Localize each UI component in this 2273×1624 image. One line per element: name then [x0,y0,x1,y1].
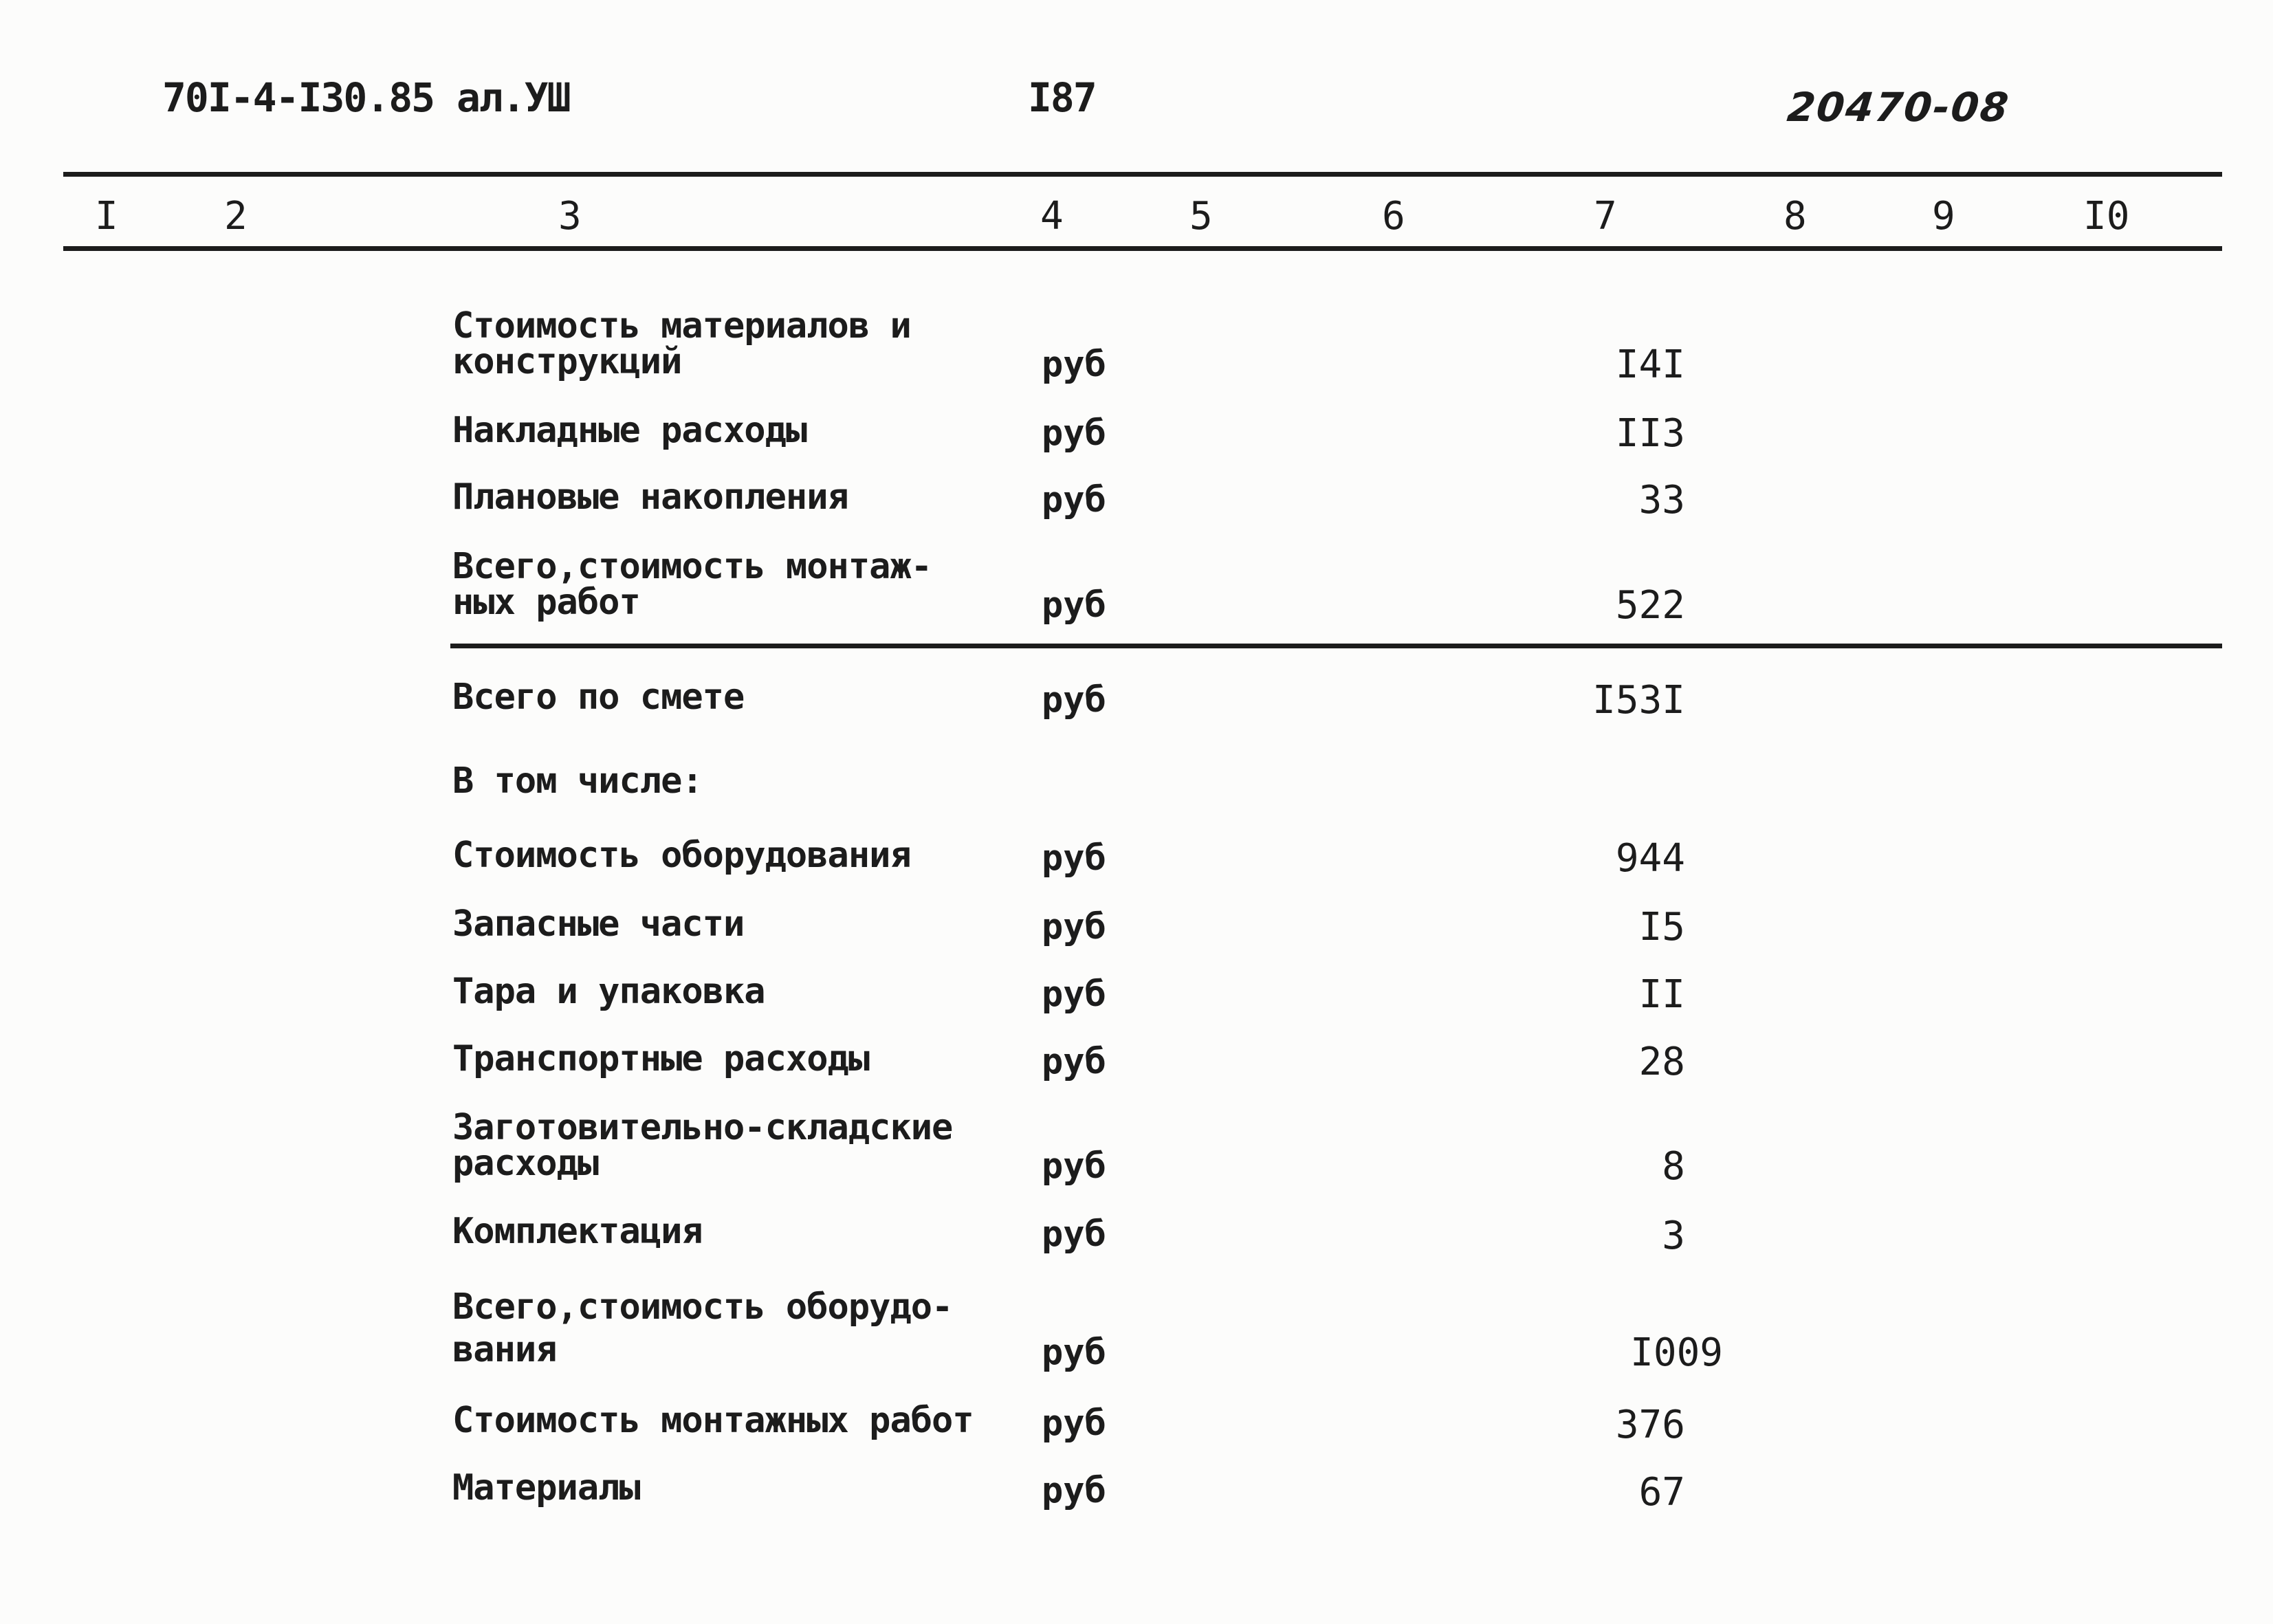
column-number-9: 9 [1932,194,1955,239]
row-value: II [1638,972,1685,1017]
column-header-bottom-rule [63,246,2222,251]
row-value: 944 [1615,836,1685,881]
row-value: I009 [1630,1330,1723,1375]
row-value: 8 [1662,1144,1685,1189]
row-description: Плановые накопления [452,476,848,518]
row-unit: руб [1042,584,1106,626]
row-description: Стоимость материалов и [452,305,911,347]
section-separator-rule [450,644,2222,648]
column-number-4: 4 [1040,194,1064,239]
column-number-7: 7 [1594,194,1617,239]
column-number-10: I0 [2083,194,2130,239]
row-value: 3 [1662,1214,1685,1258]
row-unit: руб [1042,1403,1106,1444]
row-value: 28 [1638,1040,1685,1084]
row-description-continued: расходы [452,1143,599,1184]
row-unit: руб [1042,1470,1106,1511]
row-value: II3 [1615,411,1685,456]
row-value: I4I [1615,342,1685,387]
row-description: Всего,стоимость оборудо- [452,1286,953,1328]
row-description: Всего,стоимость монтаж- [452,546,932,587]
column-number-1: I [95,194,118,239]
row-description-continued: конструкций [452,341,682,382]
row-unit: руб [1042,837,1106,879]
table-top-rule [63,172,2222,177]
row-unit: руб [1042,344,1106,385]
row-value: 376 [1615,1403,1685,1447]
row-description: Материалы [452,1467,640,1508]
row-description: Запасные части [452,903,745,945]
row-unit: руб [1042,1214,1106,1255]
row-unit: руб [1042,679,1106,721]
row-unit: руб [1042,1332,1106,1373]
column-number-3: 3 [558,194,582,239]
document-code: 70I-4-I30.85 ал.УШ [162,74,570,121]
row-unit: руб [1042,413,1106,454]
row-description: Транспортные расходы [452,1038,870,1079]
row-description: Заготовительно-складские [452,1107,953,1148]
row-unit: руб [1042,1041,1106,1082]
row-description-continued: вания [452,1329,557,1370]
row-description: Всего по смете [452,677,745,718]
column-number-8: 8 [1783,194,1807,239]
row-value: I53I [1592,678,1685,723]
row-value: 33 [1638,478,1685,523]
row-description: Стоимость оборудования [452,835,911,876]
column-number-2: 2 [224,194,248,239]
row-unit: руб [1042,1145,1106,1187]
row-value: 522 [1615,583,1685,628]
row-description: Стоимость монтажных работ [452,1400,974,1441]
row-unit: руб [1042,974,1106,1015]
row-unit: руб [1042,479,1106,520]
row-value: 67 [1638,1470,1685,1515]
row-value: I5 [1638,905,1685,950]
row-description: В том числе: [452,760,703,802]
row-description: Комплектация [452,1211,703,1252]
row-description: Тара и упаковка [452,971,765,1012]
row-description-continued: ных работ [452,582,640,623]
page-number: I87 [1028,74,1096,121]
handwritten-stamp-number: 20470-08 [1785,84,2012,131]
column-number-5: 5 [1189,194,1213,239]
column-number-6: 6 [1382,194,1405,239]
row-unit: руб [1042,906,1106,947]
row-description: Накладные расходы [452,410,807,451]
